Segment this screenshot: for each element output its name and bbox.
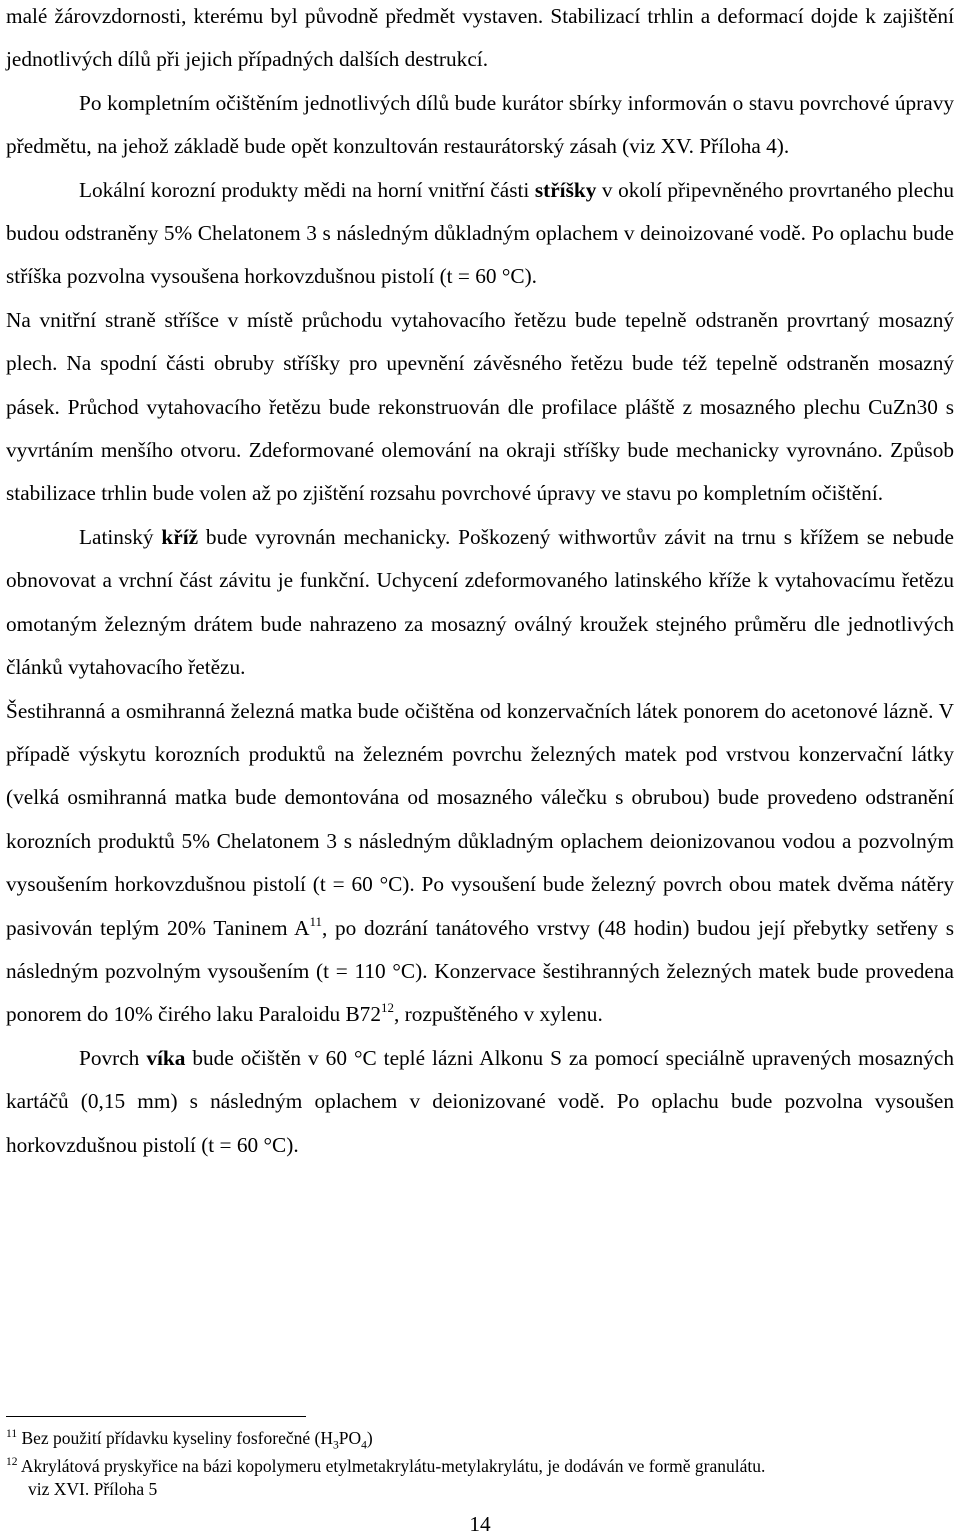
footnote-ref-11[interactable]: 11	[309, 913, 322, 929]
footnote-12: $^{12}$ Akrylátová pryskyřice na bázi kopolymeru etylmetakrylátu-metylakrylátu, je dodáván ve formě granulátu.	[6, 1456, 766, 1476]
term-lid: víka	[146, 1045, 186, 1070]
footnote-separator	[6, 1416, 306, 1417]
paragraph-intro-end: malé žárovzdornosti, kterému byl původně předmět vystaven. Stabilizací trhlin a deformací dojde k zajištění jednotlivých dílů při jejich případných dalších destrukcí.	[6, 4, 954, 72]
footnote-ref-12[interactable]: 12	[380, 1000, 394, 1016]
footnote-11: $^{11}$ Bez použití přídavku kyseliny fosforečné $(H_3PO_4)$	[6, 1428, 373, 1452]
paragraph-roof-inner: Na vnitřní straně stříšce v místě průchodu vytahovacího řetězu bude tepelně odstraněn provrtaný mosazný plech. Na spodní části obruby stříšky pro upevnění závěsného řetězu bude též tepelně odstraněn mosazný pásek. Průchod vytahovacího řetězu bude rekonstruován dle profilace pláště z mosazného plechu CuZn30 s vyvrtáním menšího otvoru. Zdeformované olemování na okraji stříšky bude mechanicky vyrovnáno. Způsob stabilizace trhlin bude volen až po zjištění rozsahu povrchové úpravy ve stavu po kompletním očištění.	[6, 307, 954, 506]
paragraph-roof: Lokální korozní produkty mědi na horní vnitřní části stříšky v okolí připevněného provrtaného plechu budou odstraněny 5% Chelatonem 3 s následným důkladným oplachem v deinoizované vodě. Po oplachu bude stříška pozvolna vysoušena horkovzdušnou pistolí (t = 60 °C).	[6, 177, 954, 289]
term-roof: stříšky	[534, 177, 597, 202]
document-body	[6, 0, 954, 1167]
paragraph-cross: Latinský kříž bude vyrovnán mechanicky. Poškozený withwortův závit na trnu s křížem se nebude obnovovat a vrchní část závitu je funkční. Uchycení zdeformovaného latinského kříže k vytahovacímu řetězu omotaným železným drátem bude nahrazeno za mosazný oválný kroužek stejného průměru dle jednotlivých článků vytahovacího řetězu.	[6, 524, 954, 680]
term-cross: kříž	[161, 524, 199, 549]
paragraph-cleaning: Po kompletním očištěním jednotlivých dílů bude kurátor sbírky informován o stavu povrchové úpravy předmětu, na jehož základě bude opět konzultován restaurátorský zásah (viz XV. Příloha 4).	[6, 90, 954, 159]
paragraph-nuts: Šestihranná a osmihranná železná matka bude očištěna od konzervačních látek ponorem do acetonové lázně. V případě výskytu korozních produktů na železném povrchu železných matek pod vrstvou konzervační látky (velká osmihranná matka bude demontována od mosazného válečku s obrubou) bude provedeno odstranění korozních produktů 5% Chelatonem 3 s následným důkladným oplachem deionizovanou vodou a pozvolným vysoušením horkovzdušnou pistolí (t = 60 °C). Po vysoušení bude železný povrch obou matek dvěma nátěry pasivován teplým 20% Taninem $A^{11}$, po dozrání tanátového vrstvy (48 hodin) budou její přebytky setřeny s následným pozvolným vysoušením (t = 110 °C). Konzervace šestihranných železných matek bude provedena ponorem do 10% čirého laku Paraloidu $B72^{12}$, rozpuštěného v xylenu.	[6, 698, 954, 1027]
page-number: 14	[469, 1512, 491, 1536]
paragraph-lid: Povrch víka bude očištěn v 60 °C teplé lázni Alkonu S za pomocí speciálně upravených mosazných kartáčů (0,15 mm) s následným oplachem v deionizované vodě. Po oplachu bude pozvolna vysoušen horkovzdušnou pistolí (t = 60 °C).	[6, 1045, 954, 1157]
footnote-12-reference: viz XVI. Příloha 5	[28, 1479, 158, 1499]
